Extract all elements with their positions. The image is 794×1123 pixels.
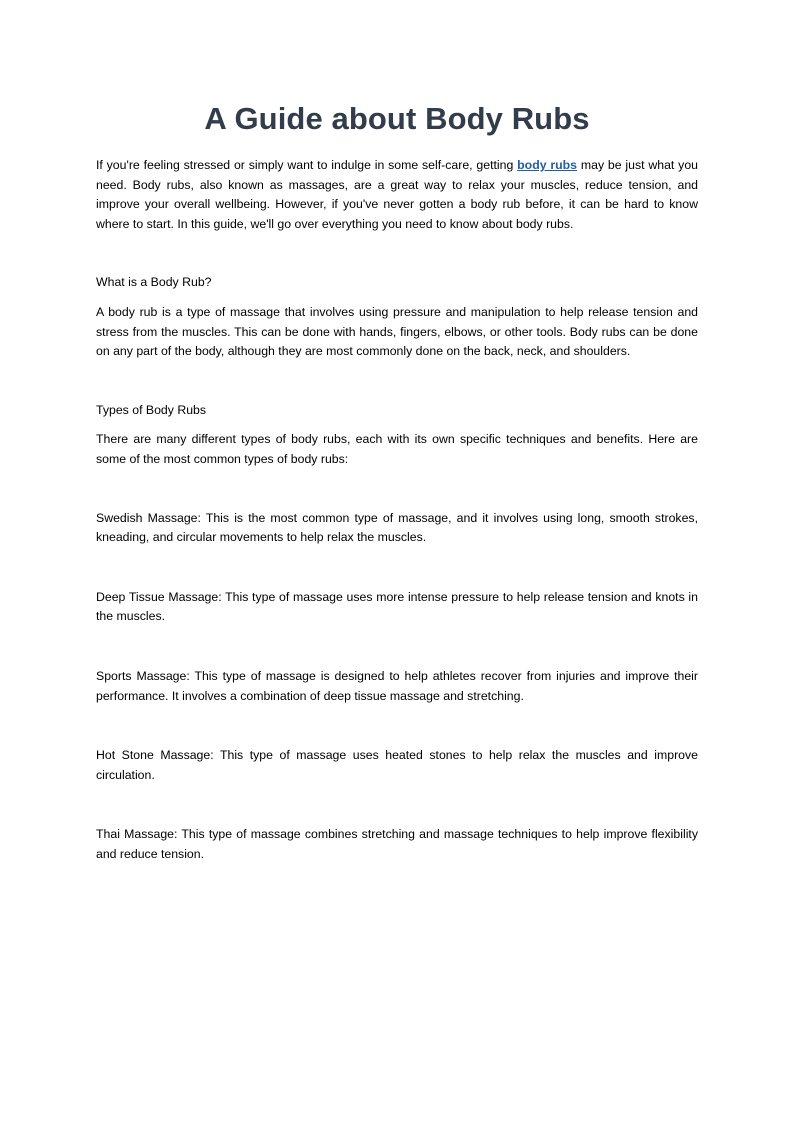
type-item-thai: Thai Massage: This type of massage combines stretching and massage techniques to help improve flexibility and reduce tension. — [96, 827, 698, 861]
document-body — [96, 96, 698, 904]
type-item-deep-tissue: Deep Tissue Massage: This type of massage uses more intense pressure to help release tension and knots in the muscles. — [96, 589, 698, 624]
type-item-hot-stone: Hot Stone Massage: This type of massage uses heated stones to help relax the muscles and improve circulation. — [96, 748, 698, 782]
type-item-swedish: Swedish Massage: This is the most common type of massage, and it involves using long, smooth strokes, kneading, and circular movements to help relax the muscles. — [96, 510, 698, 545]
intro-paragraph — [96, 156, 698, 234]
body-rubs-link[interactable]: body rubs — [517, 158, 578, 172]
section-heading-types: Types of Body Rubs — [96, 402, 207, 417]
intro-text-before-link: If you're feeling stressed or simply want to indulge in some self-care, getting — [96, 158, 518, 172]
section-heading-what-is: What is a Body Rub? — [96, 275, 212, 290]
intro-text-after-link: may be just what you need. Body rubs, also known as massages, are a great way to relax your muscles, reduce tension, and improve your overall wellbeing. However, if you've never gotten a body rub before, it can be hard to know where to start. In this guide, we'll go over everything you need to know about body rubs. — [96, 158, 698, 231]
page-title: A Guide about Body Rubs — [204, 101, 590, 136]
section-paragraph-what-is: A body rub is a type of massage that involves using pressure and manipulation to help release tension and stress from the muscles. This can be done with hands, fingers, elbows, or other tools. Body rubs can be done on any part of the body, although they are most commonly done on the back, neck, and shoulders. — [96, 304, 698, 359]
type-item-sports: Sports Massage: This type of massage is designed to help athletes recover from injuries and improve their performance. It involves a combination of deep tissue massage and stretching. — [96, 668, 698, 703]
section-paragraph-types: There are many different types of body rubs, each with its own specific techniques and benefits. Here are some of the most common types of body rubs: — [96, 432, 698, 466]
